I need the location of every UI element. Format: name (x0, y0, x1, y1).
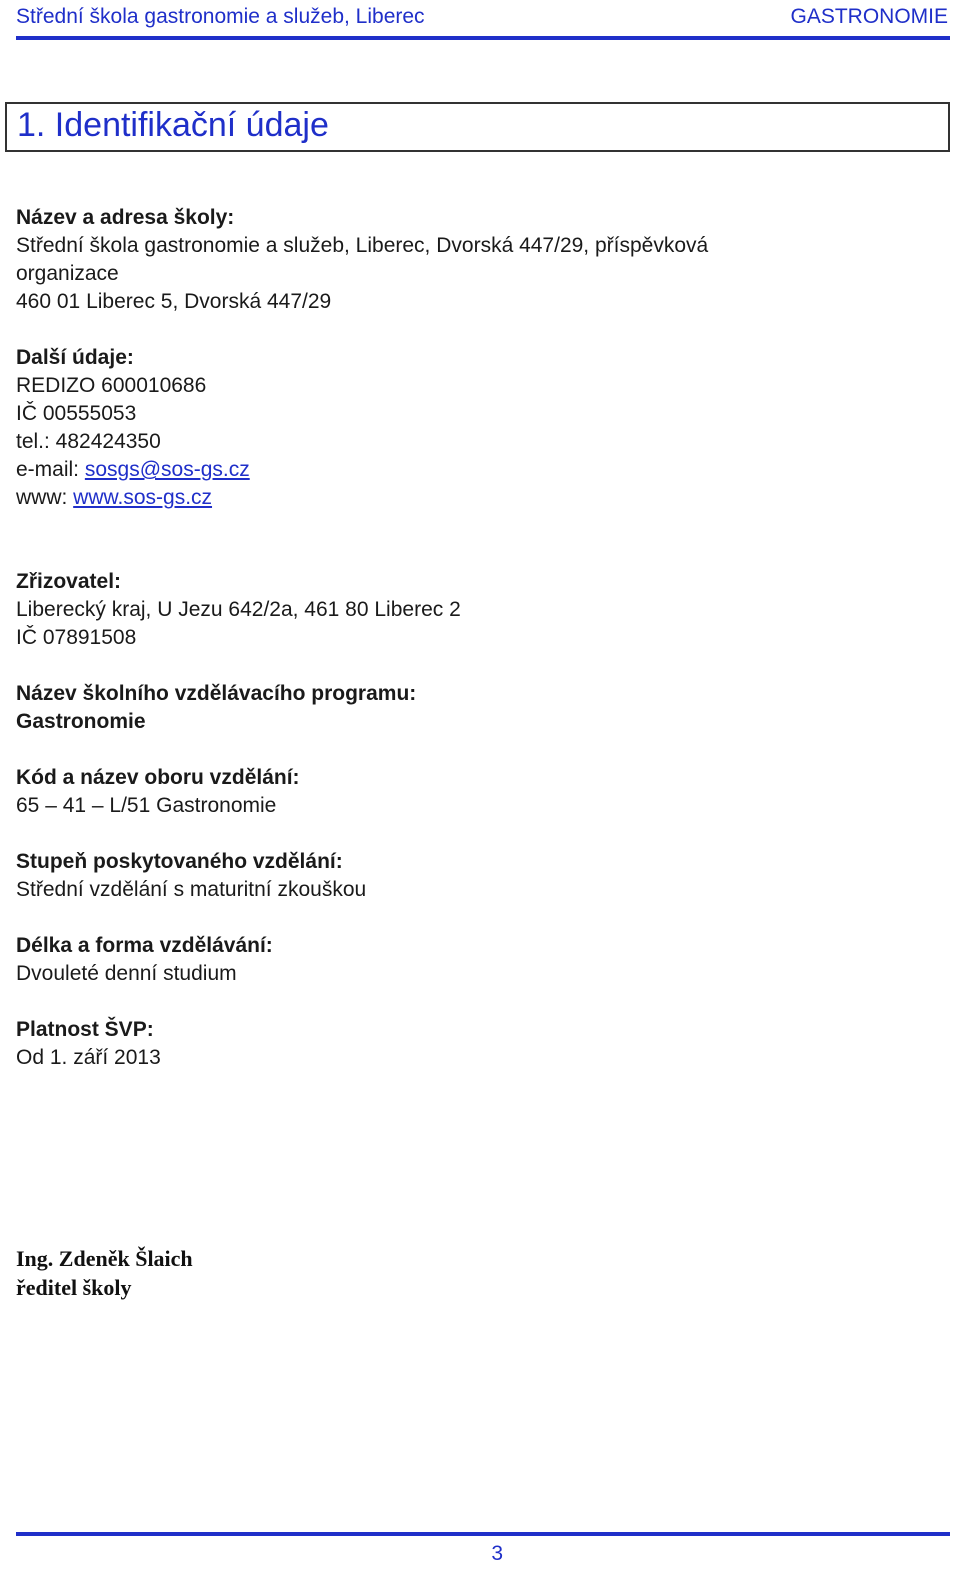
school-line-2: organizace (16, 262, 119, 285)
page-header (16, 0, 950, 36)
degree-value: Střední vzdělání s maturitní zkouškou (16, 878, 367, 901)
program-value: Gastronomie (16, 710, 146, 733)
founder-address: Liberecký kraj, U Jezu 642/2a, 461 80 Liberec 2 (16, 598, 461, 621)
www-row (16, 484, 916, 512)
duration-label: Délka a forma vzdělávání: (16, 934, 273, 957)
school-line-3: 460 01 Liberec 5, Dvorská 447/29 (16, 290, 332, 313)
header-program: GASTRONOMIE (790, 5, 948, 28)
header-school-name: Střední škola gastronomie a služeb, Liberec (16, 5, 425, 28)
field-label: Kód a název oboru vzdělání: (16, 766, 300, 789)
field-value: 65 – 41 – L/51 Gastronomie (16, 794, 277, 817)
section-title: 1. Identifikační údaje (17, 106, 329, 144)
validity-label: Platnost ŠVP: (16, 1018, 154, 1041)
email-row (16, 456, 916, 484)
telephone: tel.: 482424350 (16, 430, 161, 453)
program-label: Název školního vzdělávacího programu: (16, 682, 417, 705)
redizo: REDIZO 600010686 (16, 374, 207, 397)
www-prefix: www: (16, 486, 74, 509)
school-ic: IČ 00555053 (16, 402, 137, 425)
school-label: Název a adresa školy: (16, 206, 235, 229)
signature-name: Ing. Zdeněk Šlaich (16, 1246, 193, 1271)
footer-divider (16, 1532, 950, 1536)
other-label: Další údaje: (16, 346, 134, 369)
email-prefix: e-mail: (16, 458, 85, 481)
founder-ic: IČ 07891508 (16, 626, 137, 649)
signature-role: ředitel školy (16, 1275, 132, 1300)
identification-content (16, 204, 916, 1072)
www-link[interactable]: www.sos-gs.cz (73, 486, 213, 509)
school-line-1: Střední škola gastronomie a služeb, Liberec, Dvorská 447/29, příspěvková (16, 234, 709, 257)
page-number: 3 (491, 1542, 503, 1565)
signature-block (16, 1244, 193, 1302)
email-link[interactable]: sosgs@sos-gs.cz (84, 458, 250, 481)
degree-label: Stupeň poskytovaného vzdělání: (16, 850, 343, 873)
validity-value: Od 1. září 2013 (16, 1046, 161, 1069)
founder-label: Zřizovatel: (16, 570, 122, 593)
section-heading-box (5, 102, 950, 152)
duration-value: Dvouleté denní studium (16, 962, 237, 985)
header-divider (16, 36, 950, 40)
